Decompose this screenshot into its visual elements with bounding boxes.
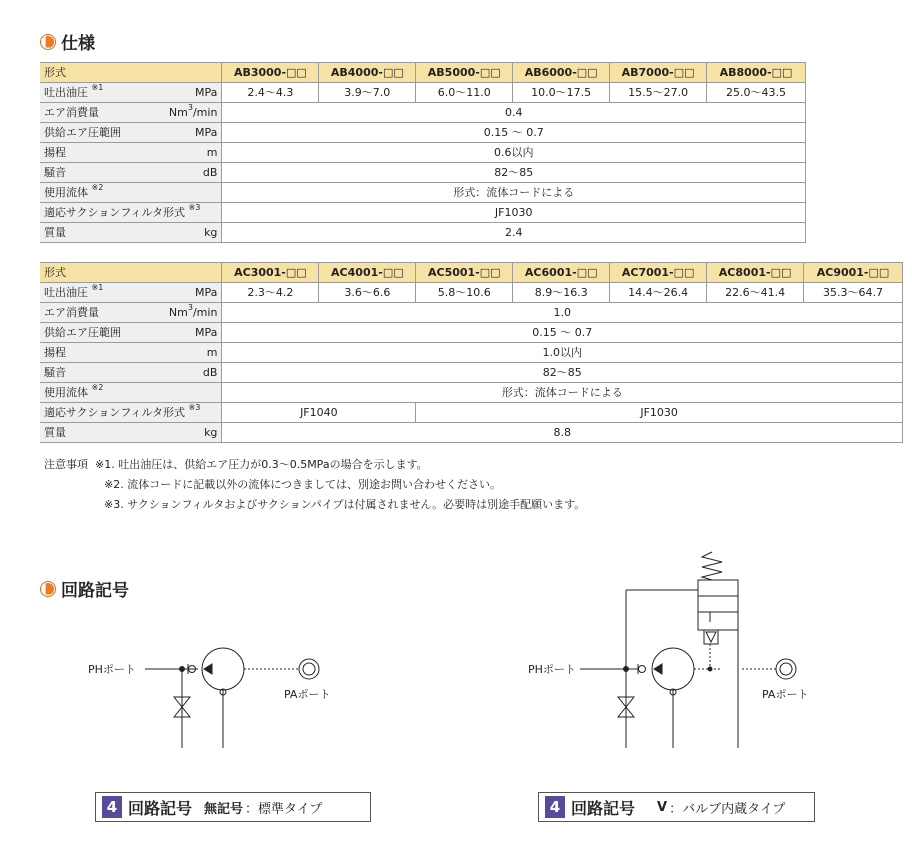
model-cell: AC9001-□□ [804, 263, 903, 283]
table-cell: 15.5〜27.0 [610, 83, 707, 103]
table-cell: 35.3〜64.7 [804, 283, 903, 303]
pa-port-label: PAポート [762, 688, 809, 701]
pa-port-icon [299, 659, 319, 679]
caption-type: V [657, 799, 668, 815]
table-row [40, 163, 806, 183]
model-cell: AB5000-□□ [416, 63, 513, 83]
model-cell: AC3001-□□ [222, 263, 319, 283]
row-label: 揚程 m [40, 343, 222, 363]
note-item: ※3. サクションフィルタおよびサクションパイプは付属されません。必要時は別途手配願います。 [104, 498, 586, 511]
pa-port-label: PAポート [284, 688, 331, 701]
table-cell: 形式：流体コードによる [222, 183, 806, 203]
model-cell: AB7000-□□ [610, 63, 707, 83]
table-cell: 2.4〜4.3 [222, 83, 319, 103]
table-row [40, 403, 903, 423]
caption-number: 4 [102, 796, 122, 818]
table-cell: 2.4 [222, 223, 806, 243]
circuit-section-title [40, 576, 129, 601]
table-row [40, 223, 806, 243]
circuit-diagram-standard [80, 640, 380, 750]
model-cell: AB8000-□□ [707, 63, 806, 83]
table-cell: 8.8 [222, 423, 903, 443]
table-cell: 82〜85 [222, 363, 903, 383]
table-row [40, 143, 806, 163]
row-label: 質量 kg [40, 223, 222, 243]
table-cell: JF1030 [222, 203, 806, 223]
table-cell: 1.0以内 [222, 343, 903, 363]
table-row [40, 343, 903, 363]
caption-valve [538, 792, 815, 822]
pa-port-icon [776, 659, 796, 679]
row-label: エア消費量 Nm$^3$/min [40, 103, 222, 123]
caption-type: 無記号 [204, 801, 244, 817]
table-row [40, 283, 903, 303]
row-label: 供給エア圧範囲 MPa [40, 123, 222, 143]
table-row [40, 303, 903, 323]
model-cell: AC8001-□□ [707, 263, 804, 283]
row-label: 質量 kg [40, 423, 222, 443]
table-row [40, 203, 806, 223]
table-cell: 8.9〜16.3 [513, 283, 610, 303]
table-cell: 3.6〜6.6 [319, 283, 416, 303]
row-label: 供給エア圧範囲 MPa [40, 323, 222, 343]
row-label: 適応サクションフィルタ形式 $^{※3}$ [40, 403, 222, 423]
caption-number: 4 [545, 796, 565, 818]
orange-bullet-icon [40, 34, 56, 50]
caption-desc: ：バルブ内蔵タイプ [669, 801, 786, 817]
table-cell: 25.0〜43.5 [707, 83, 806, 103]
model-cell: AB6000-□□ [513, 63, 610, 83]
caption-title: 回路記号 [571, 798, 636, 818]
circuit-title-text: 回路記号 [61, 581, 129, 601]
table-cell: 6.0〜11.0 [416, 83, 513, 103]
table-cell: 14.4〜26.4 [610, 283, 707, 303]
check-valve-icon [639, 666, 646, 673]
header-label: 形式 [40, 63, 222, 83]
row-label: 騒音 dB [40, 363, 222, 383]
caption-standard [95, 792, 371, 822]
row-label: 吐出油圧 $^{※1}$ MPa [40, 283, 222, 303]
table-row [40, 83, 806, 103]
spring-icon [702, 552, 722, 580]
row-label: エア消費量 Nm$^3$/min [40, 303, 222, 323]
table-cell: JF1030 [416, 403, 903, 423]
spec-table-ac [40, 262, 903, 443]
model-cell: AC7001-□□ [610, 263, 707, 283]
table-cell: 5.8〜10.6 [416, 283, 513, 303]
header-label: 形式 [40, 263, 222, 283]
model-cell: AC6001-□□ [513, 263, 610, 283]
table-row [40, 423, 903, 443]
table-cell: 10.0〜17.5 [513, 83, 610, 103]
model-cell: AC5001-□□ [416, 263, 513, 283]
table-cell: 82〜85 [222, 163, 806, 183]
caption-title: 回路記号 [128, 798, 193, 818]
solenoid-valve-icon [698, 580, 738, 630]
table-row [40, 183, 806, 203]
note-item: ※2. 流体コードに記載以外の流体につきましては、別途お問い合わせください。 [104, 478, 501, 491]
table-row [40, 323, 903, 343]
row-label: 適応サクションフィルタ形式 $^{※3}$ [40, 203, 222, 223]
ph-port-label: PHポート [528, 663, 576, 676]
table-cell: 2.3〜4.2 [222, 283, 319, 303]
orange-bullet-icon [40, 581, 56, 597]
row-label: 吐出油圧 $^{※1}$ MPa [40, 83, 222, 103]
junction-dot [624, 667, 629, 672]
circuit-diagram-valve [520, 550, 840, 750]
spec-title-text: 仕様 [61, 34, 95, 54]
row-label: 揚程 m [40, 143, 222, 163]
table-cell: JF1040 [222, 403, 416, 423]
ph-port-label: PHポート [88, 663, 136, 676]
table-row [40, 383, 903, 403]
row-label: 使用流体 $^{※2}$ [40, 383, 222, 403]
row-label: 使用流体 $^{※2}$ [40, 183, 222, 203]
notes-block [44, 455, 585, 515]
model-cell: AB4000-□□ [319, 63, 416, 83]
spec-table-ab [40, 62, 806, 243]
model-cell: AC4001-□□ [319, 263, 416, 283]
table-row [40, 123, 806, 143]
table-cell: 22.6〜41.4 [707, 283, 804, 303]
note-item: 注意事項 ※1. 吐出油圧は、供給エア圧力が0.3〜0.5MPaの場合を示します。 [44, 458, 428, 471]
table-row [40, 103, 806, 123]
table-cell: 0.15 〜 0.7 [222, 323, 903, 343]
table-cell: 3.9〜7.0 [319, 83, 416, 103]
table-row [40, 363, 903, 383]
table-cell: 形式：流体コードによる [222, 383, 903, 403]
table-cell: 1.0 [222, 303, 903, 323]
table-cell: 0.6以内 [222, 143, 806, 163]
table-cell: 0.15 〜 0.7 [222, 123, 806, 143]
row-label: 騒音 dB [40, 163, 222, 183]
table-header-row [40, 263, 903, 283]
caption-desc: ：標準タイプ [245, 801, 323, 817]
model-cell: AB3000-□□ [222, 63, 319, 83]
table-header-row [40, 63, 806, 83]
notes-heading: 注意事項 [44, 458, 88, 471]
table-cell: 0.4 [222, 103, 806, 123]
spec-section-title [40, 29, 95, 54]
